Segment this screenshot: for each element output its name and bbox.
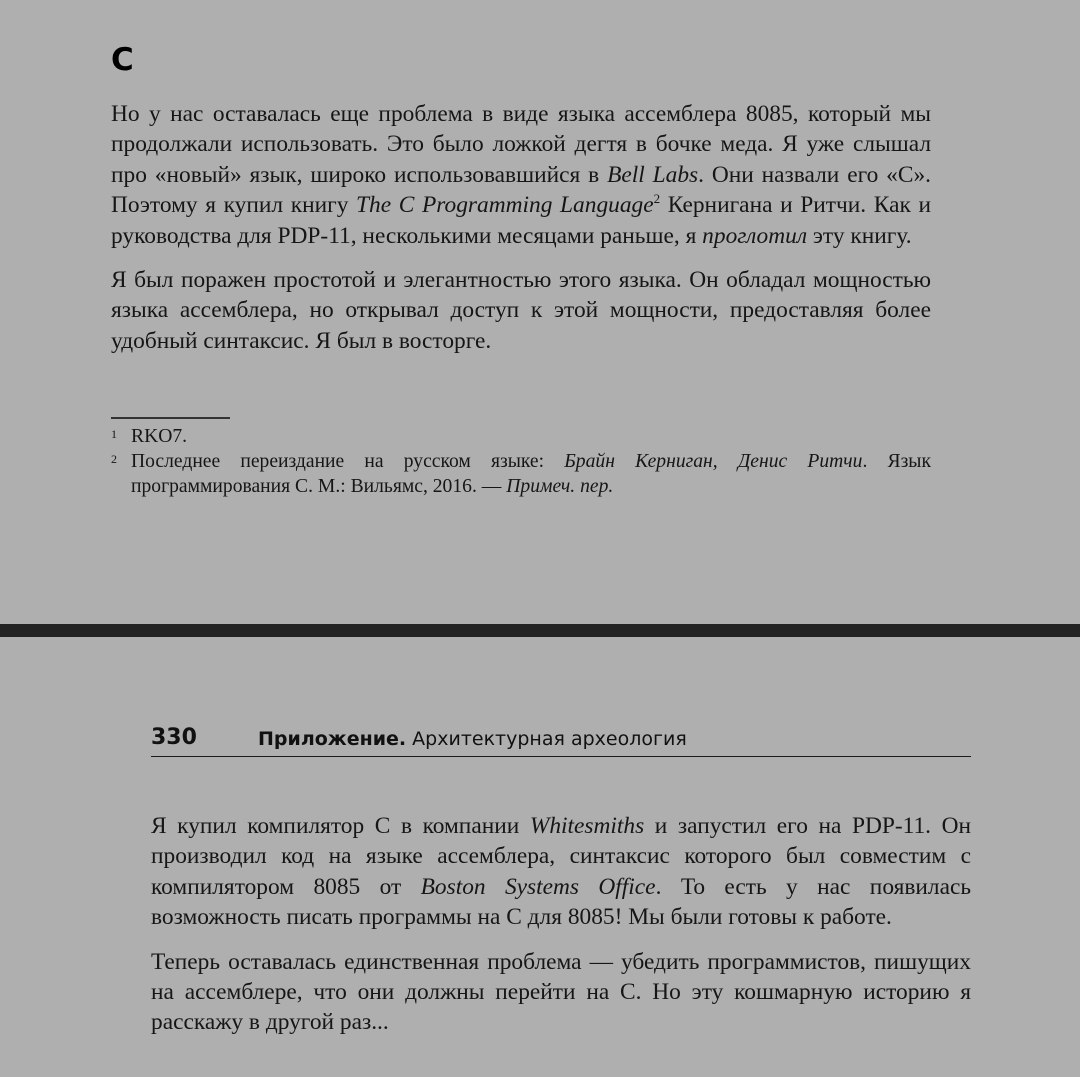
text-run: и запустил его на PDP-11. Он производил код на языке ассемблера, синтаксис которого был совместим с компилятором 8085 от xyxy=(151,813,972,900)
italic-run: Брайн Керниган, Денис Ритчи xyxy=(564,451,863,472)
chapter-label: Приложение. xyxy=(258,728,407,750)
footnote-text xyxy=(131,426,187,447)
text-run: Последнее переиздание на русском языке: xyxy=(131,451,565,472)
text-run: . Они назвали его «C». Поэтому я купил книгу xyxy=(111,161,931,219)
page-separator xyxy=(0,624,1080,637)
top-body-text xyxy=(111,99,931,356)
footnote-1 xyxy=(111,424,931,449)
footnote-mark: 2 xyxy=(111,452,117,466)
text-run: RKO7. xyxy=(131,426,188,447)
chapter-title: Архитектурная археология xyxy=(412,728,687,750)
page-number: 330 xyxy=(151,725,197,750)
paragraph xyxy=(111,265,931,356)
text-run: Теперь оставалась единственная проблема — убедить программистов, пишущих на ассемблере, что они должны перейти на C. Но эту кошмарную историю я расскажу в другой раз... xyxy=(151,948,971,1036)
italic-run: Whitesmiths xyxy=(529,813,645,839)
footnote-2 xyxy=(111,449,931,499)
italic-run: Примеч. пер. xyxy=(506,476,614,497)
paragraph xyxy=(151,947,971,1038)
running-title xyxy=(258,726,687,753)
bottom-body-text xyxy=(151,811,971,1038)
text-run: Кернигана и Ритчи. Как и руководства для PDP-11, несколькими месяцами раньше, я xyxy=(111,192,931,249)
paragraph xyxy=(151,811,971,933)
section-heading: C xyxy=(111,42,134,78)
footnote-text xyxy=(131,451,931,497)
footnote-mark: 1 xyxy=(111,427,117,441)
text-run: Я был поражен простотой и элегантностью этого языка. Он обладал мощностью языка ассемблера, но открывал доступ к этой мощности, предоставляя более удобный синтаксис. Я был в восторге. xyxy=(111,267,931,354)
text-run: Я купил компилятор C в компании xyxy=(151,813,530,839)
paragraph xyxy=(111,99,931,251)
footnotes xyxy=(111,424,931,499)
running-header xyxy=(151,723,971,757)
italic-run: The C Programming Language xyxy=(356,192,654,219)
italic-run: проглотил xyxy=(702,222,808,249)
text-run: Но у нас оставалась еще проблема в виде языка ассемблера 8085, который мы продолжали использовать. Это было ложкой дегтя в бочке меда. Я уже слышал про «новый» язык, широко использовавшийся в xyxy=(111,101,931,188)
footnote-divider xyxy=(111,417,230,419)
text-run: . То есть у нас появилась возможность писать программы на C для 8085! Мы были готовы к работе. xyxy=(151,873,971,931)
text-run: эту книгу. xyxy=(807,222,912,249)
footnote-reference: 2 xyxy=(653,191,661,207)
text-run: . Язык программирования C. М.: Вильямс, 2016. — xyxy=(131,451,931,497)
italic-run: Bell Labs xyxy=(607,161,699,188)
italic-run: Boston Systems Office xyxy=(420,873,656,900)
